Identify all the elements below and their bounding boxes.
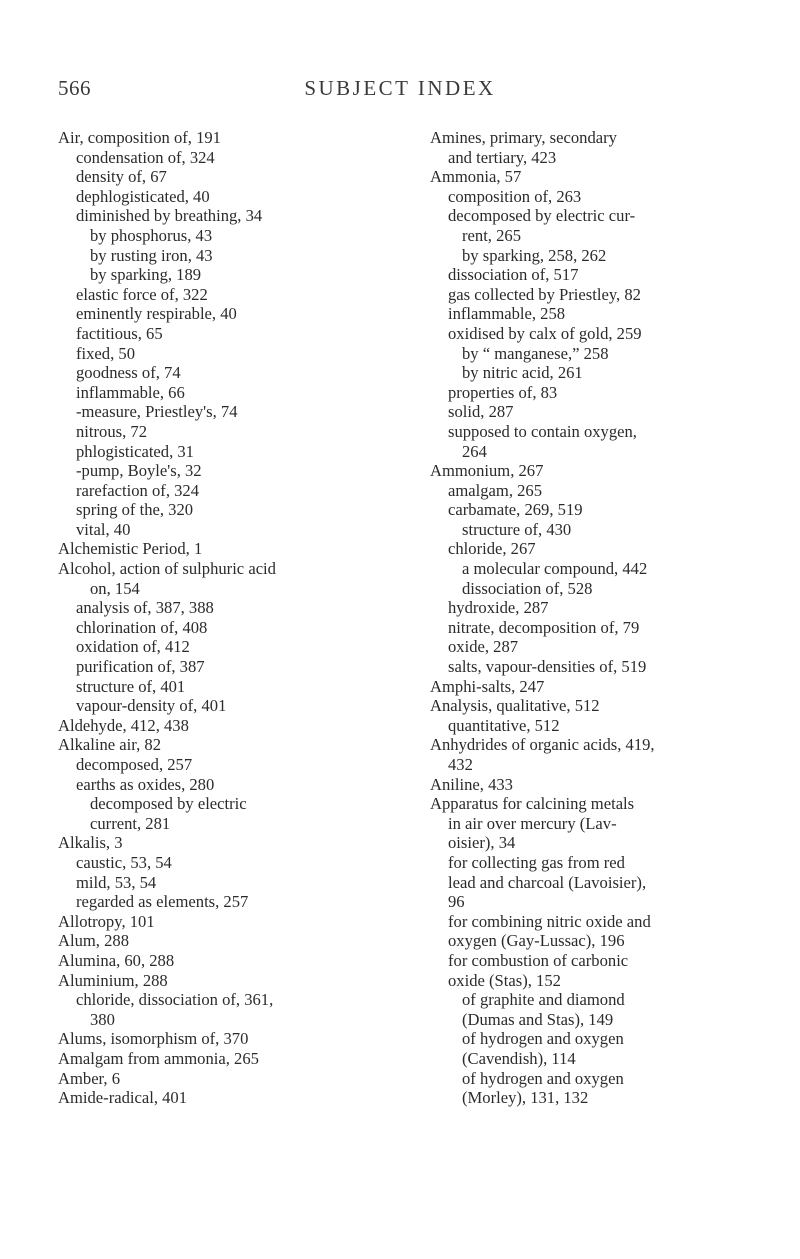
index-subentry: density of, 67 (76, 167, 167, 187)
index-heading: Amines, primary, secondary (430, 128, 617, 147)
index-subentry: decomposed by electric (90, 794, 247, 814)
index-subentry: rent, 265 (462, 225, 521, 245)
index-heading: Allotropy, 101 (58, 911, 155, 931)
index-subentry: mild, 53, 54 (76, 872, 157, 892)
index-heading: Amber, 6 (58, 1068, 121, 1088)
index-subentry: quantitative, 512 (448, 715, 560, 735)
index-subentry: hydroxide, 287 (448, 598, 549, 618)
index-subentry: in air over mercury (Lav- (448, 813, 617, 833)
index-subentry: dissociation of, 517 (448, 265, 579, 285)
index-subentry: a molecular compound, 442 (462, 559, 648, 579)
index-subentry: of hydrogen and oxygen (462, 1068, 624, 1088)
index-subentry: inflammable, 66 (76, 382, 185, 402)
index-column-left (58, 128, 393, 1108)
index-heading: Alchemistic Period, 1 (58, 539, 203, 559)
index-subentry: dissociation of, 528 (462, 578, 593, 598)
index-subentry: oisier), 34 (448, 833, 516, 853)
index-subentry: regarded as elements, 257 (76, 892, 249, 912)
index-heading: Air, composition of, 191 (58, 128, 221, 147)
index-subentry: for collecting gas from red (448, 852, 625, 872)
index-subentry: phlogisticated, 31 (76, 441, 194, 461)
index-subentry: 96 (448, 892, 465, 912)
index-subentry: 380 (90, 1009, 115, 1029)
index-subentry: solid, 287 (448, 402, 514, 422)
index-subentry: 432 (448, 755, 473, 774)
index-subentry: composition of, 263 (448, 186, 582, 206)
index-subentry: (Cavendish), 114 (462, 1048, 576, 1068)
index-subentry: factitious, 65 (76, 323, 163, 343)
index-heading: Alums, isomorphism of, 370 (58, 1029, 249, 1049)
index-subentry: by nitric acid, 261 (462, 363, 583, 383)
index-subentry: earths as oxides, 280 (76, 774, 215, 794)
page-header (0, 76, 800, 116)
index-subentry: rarefaction of, 324 (76, 480, 200, 500)
index-subentry: diminished by breathing, 34 (76, 206, 263, 226)
index-subentry: eminently respirable, 40 (76, 304, 237, 324)
index-subentry: inflammable, 258 (448, 304, 566, 324)
index-subentry: (Dumas and Stas), 149 (462, 1009, 614, 1029)
index-subentry: goodness of, 74 (76, 363, 181, 383)
index-subentry: nitrous, 72 (76, 421, 147, 441)
index-subentry: chloride, 267 (448, 539, 536, 559)
index-heading: Ammonium, 267 (430, 461, 544, 481)
index-subentry: (Morley), 131, 132 (462, 1088, 589, 1108)
index-subentry: vapour-density of, 401 (76, 696, 227, 716)
index-subentry: by “ manganese,” 258 (462, 343, 609, 363)
index-subentry: for combining nitric oxide and (448, 911, 651, 931)
index-subentry: spring of the, 320 (76, 500, 194, 520)
index-heading: Analysis, qualitative, 512 (430, 696, 600, 716)
index-subentry: oxide (Stas), 152 (448, 970, 561, 990)
index-subentry: condensation of, 324 (76, 147, 215, 167)
index-heading: Anhydrides of organic acids, 419, (430, 735, 655, 755)
index-subentry: nitrate, decomposition of, 79 (448, 617, 640, 637)
index-heading: Ammonia, 57 (430, 167, 522, 187)
index-subentry: of graphite and diamond (462, 990, 625, 1010)
index-subentry: decomposed by electric cur- (448, 206, 636, 226)
index-subentry: structure of, 401 (76, 676, 186, 696)
index-subentry: analysis of, 387, 388 (76, 598, 214, 618)
index-subentry: structure of, 430 (462, 519, 572, 539)
index-subentry: by rusting iron, 43 (90, 245, 213, 265)
index-subentry: for combustion of carbonic (448, 950, 629, 970)
index-subentry: dephlogisticated, 40 (76, 186, 210, 206)
index-subentry: lead and charcoal (Lavoisier), (448, 872, 647, 892)
index-subentry: oxidised by calx of gold, 259 (448, 323, 642, 343)
index-subentry: amalgam, 265 (448, 480, 543, 500)
index-subentry: oxidation of, 412 (76, 637, 190, 657)
index-heading: Aniline, 433 (430, 774, 513, 794)
index-subentry: -measure, Priestley's, 74 (76, 402, 238, 422)
index-heading: Alcohol, action of sulphuric acid (58, 559, 276, 579)
index-subentry: chlorination of, 408 (76, 617, 208, 637)
index-subentry: current, 281 (90, 813, 171, 833)
index-subentry: of hydrogen and oxygen (462, 1029, 624, 1049)
index-heading: Amalgam from ammonia, 265 (58, 1048, 259, 1068)
index-subentry: gas collected by Priestley, 82 (448, 284, 641, 304)
index-subentry: 264 (462, 441, 487, 461)
index-subentry: supposed to contain oxygen, (448, 421, 637, 441)
index-heading: Alkalis, 3 (58, 833, 123, 853)
index-heading: Amphi-salts, 247 (430, 676, 545, 696)
index-heading: Amide-radical, 401 (58, 1088, 188, 1108)
index-subentry: chloride, dissociation of, 361, (76, 990, 274, 1010)
page-number: 566 (58, 76, 91, 100)
running-head: SUBJECT INDEX (304, 76, 496, 100)
index-heading: Alum, 288 (58, 931, 129, 951)
index-heading: Aldehyde, 412, 438 (58, 715, 189, 735)
index-subentry: elastic force of, 322 (76, 284, 208, 304)
index-subentry: by sparking, 189 (90, 265, 202, 285)
index-subentry: purification of, 387 (76, 657, 205, 677)
index-heading: Alumina, 60, 288 (58, 950, 175, 970)
index-subentry: -pump, Boyle's, 32 (76, 461, 202, 481)
index-subentry: by sparking, 258, 262 (462, 245, 607, 265)
index-heading: Apparatus for calcining metals (430, 794, 635, 814)
index-subentry: oxygen (Gay-Lussac), 196 (448, 931, 625, 951)
index-subentry: fixed, 50 (76, 343, 135, 363)
index-subentry: oxide, 287 (448, 637, 519, 657)
index-heading: Alkaline air, 82 (58, 735, 162, 755)
index-subentry: carbamate, 269, 519 (448, 500, 583, 520)
index-subentry: and tertiary, 423 (448, 147, 557, 167)
index-subentry: caustic, 53, 54 (76, 852, 172, 872)
index-subentry: salts, vapour-densities of, 519 (448, 657, 647, 677)
index-column-right (430, 128, 760, 1108)
index-subentry: properties of, 83 (448, 382, 558, 402)
index-heading: Aluminium, 288 (58, 970, 168, 990)
index-subentry: vital, 40 (76, 519, 131, 539)
index-subentry: by phosphorus, 43 (90, 225, 213, 245)
index-subentry: decomposed, 257 (76, 755, 193, 774)
index-subentry: on, 154 (90, 578, 140, 598)
